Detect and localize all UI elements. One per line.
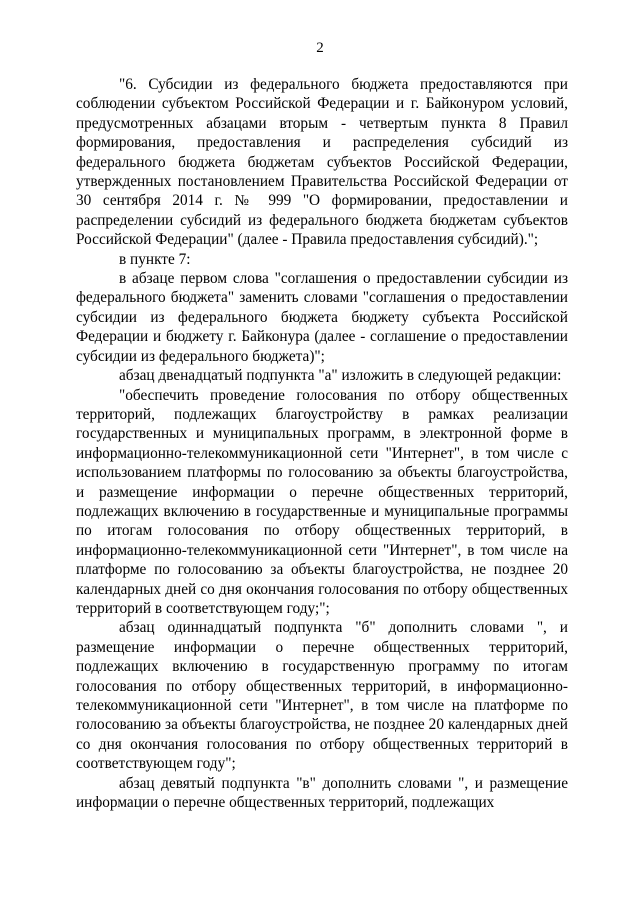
paragraph-subsidy-conditions: "6. Субсидии из федерального бюджета предоставляются при соблюдении субъектом Российской Федерации и г. Байконуром условий, предусмотренных абзацами вторым - четвертым пункта 8 Правил формирования, предоставления и распределения субсидий из федерального бюджета бюджетам субъектов Российской Федерации, утвержденных постановлением Правительства Российской Федерации от 30 сентября 2014 г. № 999 "О формировании, предоставлении и распределении субсидий из федерального бюджета бюджетам субъектов Российской Федерации" (далее - Правила предоставления субсидий)."; (76, 76, 568, 249)
paragraph-new-wording: "обеспечить проведение голосования по отбору общественных территорий, подлежащих благоустройству в рамках реализации государственных и муниципальных программ, в электронной форме в информационно-телекоммуникационной сети "Интернет", в том числе с использованием платформы по голосованию за объекты благоустройства, и размещение информации о перечне общественных территорий, подлежащих включению в государственные и муниципальные программы по итогам голосования по отбору общественных территорий, в информационно-телекоммуникационной сети "Интернет", в том числе на платформе по голосованию за объекты благоустройства, не позднее 20 календарных дней со дня окончания голосования по отбору общественных территорий в соответствующем году;"; (76, 386, 568, 617)
page-number: 2 (316, 40, 324, 56)
paragraph-twelfth-abzac-intro: абзац двенадцатый подпункта "а" изложить в следующей редакции: (119, 367, 562, 385)
document-body (76, 75, 568, 812)
paragraph-point-7-intro: в пункте 7: (119, 250, 191, 268)
paragraph-first-abzac-replace: в абзаце первом слова "соглашения о предоставлении субсидии из федерального бюджета" заменить словами "соглашения о предоставлении субсидии из федерального бюджета бюджету субъекта Российской Федерации и бюджету г. Байконура (далее - соглашение о предоставлении субсидии из федерального бюджета)"; (76, 270, 568, 365)
paragraph-eleventh-abzac-addition: абзац одиннадцатый подпункта "б" дополнить словами ", и размещение информации о перечне общественных территорий, подлежащих включению в государственную программу по итогам голосования по отбору общественных территорий, в информационно-телекоммуникационной сети "Интернет", в том числе на платформе по голосованию за объекты благоустройства, не позднее 20 календарных дней со дня окончания голосования по отбору общественных территорий в соответствующем году"; (76, 619, 568, 773)
paragraph-ninth-abzac-addition: абзац девятый подпункта "в" дополнить словами ", и размещение информации о перечне общественных территорий, подлежащих (76, 774, 568, 812)
